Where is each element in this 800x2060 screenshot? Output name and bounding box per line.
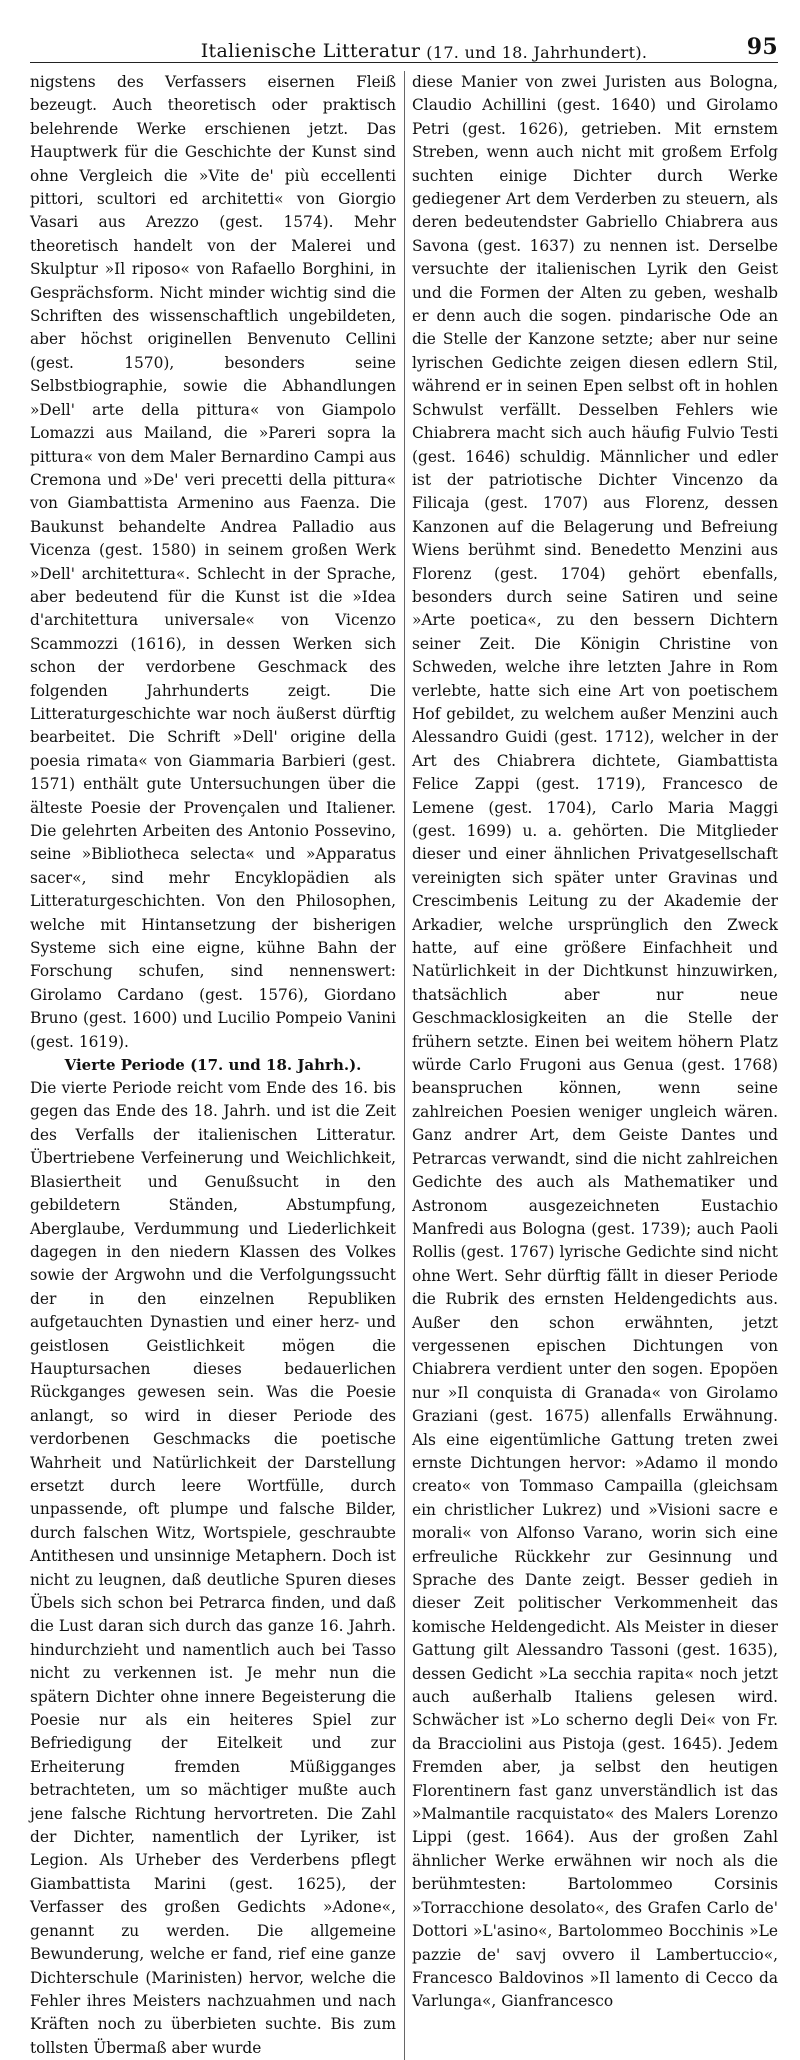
- left-paragraph-1: nigstens des Verfassers eisernen Fleiß bezeugt. Auch theoretisch oder praktisch belehrende Werke erschienen jetzt. Das Hauptwerk für die Geschichte der Kunst sind ohne Vergleich die »Vite de' più eccellenti pittori, scultori ed architetti« von Giorgio Vasari aus Arezzo (gest. 1574). Mehr theoretisch handelt von der Malerei und Skulptur »Il riposo« von Rafaello Borghini, in Gesprächsform. Nicht minder wichtig sind die Schriften des wissenschaftlich ungebildeten, aber höchst originellen Benvenuto Cellini (gest. 1570), besonders seine Selbstbiographie, sowie die Abhandlungen »Dell' arte della pittura« von Giampolo Lomazzi aus Mailand, die »Pareri sopra la pittura« von dem Maler Bernardino Campi aus Cremona und »De' veri precetti della pittura« von Giambattista Armenino aus Faenza. Die Baukunst behandelte Andrea Palladio aus Vicenza (gest. 1580) in seinem großen Werk »Dell' architettura«. Schlecht in der Sprache, aber bedeutend für die Kunst ist die »Idea d'architettura universale« von Vicenzo Scammozzi (1616), in dessen Werken sich schon der verdorbene Geschmack des folgenden Jahrhunderts zeigt. Die Litteraturgeschichte war noch äußerst dürftig bearbeitet. Die Schrift »Dell' origine della poesia rimata« von Giammaria Barbieri (gest. 1571) enthält gute Untersuchungen über die älteste Poesie der Provençalen und Italiener. Die gelehrten Arbeiten des Antonio Possevino, seine »Bibliotheca selecta« und »Apparatus sacer«, sind mehr Encyklopädien als Litteraturgeschichten. Von den Philosophen, welche mit Hintansetzung der bisherigen Systeme sich eine eigne, kühne Bahn der Forschung schufen, sind nennenswert: Girolamo Cardano (gest. 1576), Giordano Bruno (gest. 1600) und Lucilio Pompeio Vanini (gest. 1619).: [30, 73, 396, 1051]
- running-subtitle: (17. und 18. Jahrhundert).: [426, 43, 648, 62]
- left-column: [30, 71, 396, 2060]
- right-paragraph-1: diese Manier von zwei Juristen aus Bologna, Claudio Achillini (gest. 1640) und Girolamo Petri (gest. 1626), getrieben. Mit ernstem Streben, wenn auch nicht mit großem Erfolg suchten einige Dichter durch Werke gediegener Art dem Verderben zu steuern, als deren bedeutendster Gabriello Chiabrera aus Savona (gest. 1637) zu nennen ist. Derselbe versuchte der italienischen Lyrik den Geist und die Formen der Alten zu geben, weshalb er denn auch die sogen. pindarische Ode an die Stelle der Kanzone setzte; aber nur seine lyrischen Gedichte zeigen diesen edlern Stil, während er in seinen Epen selbst oft in hohlen Schwulst verfällt. Desselben Fehlers wie Chiabrera macht sich auch häufig Fulvio Testi (gest. 1646) schuldig. Männlicher und edler ist der patriotische Dichter Vincenzo da Filicaja (gest. 1707) aus Florenz, dessen Kanzonen auf die Belagerung und Befreiung Wiens berühmt sind. Benedetto Menzini aus Florenz (gest. 1704) gehört ebenfalls, besonders durch seine Satiren und seine »Arte poetica«, zu den bessern Dichtern seiner Zeit. Die Königin Christine von Schweden, welche ihre letzten Jahre in Rom verlebte, hatte sich eine Art von poetischem Hof gebildet, zu welchem außer Menzini auch Alessandro Guidi (gest. 1712), welcher in der Art des Chiabrera dichtete, Giambattista Felice Zappi (gest. 1719), Francesco de Lemene (gest. 1704), Carlo Maria Maggi (gest. 1699) u. a. gehörten. Die Mitglieder dieser und einer ähnlichen Privatgesellschaft vereinigten sich später unter Gravinas und Crescimbenis Leitung zu der Akademie der Arkadier, welche ursprünglich den Zweck hatte, auf eine größere Einfachheit und Natürlichkeit in der Dichtkunst hinzuwirken, thatsächlich aber nur neue Geschmacklosigkeiten an die Stelle der frühern setzte. Einen bei weitem höhern Platz würde Carlo Frugoni aus Genua (gest. 1768) beanspruchen können, wenn seine zahlreichen Poesien weniger ungleich wären. Ganz andrer Art, dem Geiste Dantes und Petrarcas verwandt, sind die nicht zahlreichen Gedichte des auch als Mathematiker und Astronom ausgezeichneten Eustachio Manfredi aus Bologna (gest. 1739); auch Paoli Rollis (gest. 1767) lyrische Gedichte sind nicht ohne Wert. Sehr dürftig fällt in dieser Periode die Rubrik des ernsten Heldengedichts aus. Außer den schon erwähnten, jetzt vergessenen epischen Dichtungen von Chiabrera verdient unter den sogen. Epopöen nur »Il conquista di Granada« von Girolamo Graziani (gest. 1675) allenfalls Erwähnung. Als eine eigentümliche Gattung treten zwei ernste Dichtungen hervor: »Adamo il mondo creato« von Tommaso Campailla (gleichsam ein christlicher Lukrez) und »Visioni sacre e morali« von Alfonso Varano, worin sich eine erfreuliche Rückkehr zur Gesinnung und Sprache des Dante zeigt. Besser gedieh in dieser Zeit politischer Verkommenheit das komische Heldengedicht. Als Meister in dieser Gattung gilt Alessandro Tassoni (gest. 1635), dessen Gedicht »La secchia rapita« noch jetzt auch außerhalb Italiens gelesen wird. Schwächer ist »Lo scherno degli Dei« von Fr. da Bracciolini aus Pistoja (gest. 1645). Jedem Fremden aber, ja selbst den heutigen Florentinern fast ganz unverständlich ist das »Malmantile racquistato« des Malers Lorenzo Lippi (gest. 1664). Aus der großen Zahl ähnlicher Werke erwähnen wir noch als die berühmtesten: Bartolommeo Corsinis »Torracchione desolato«, des Grafen Carlo de' Dottori »L'asino«, Bartolommeo Bocchinis »Le pazzie de' savj ovvero il Lambertuccio«, Francesco Baldovinos »Il lamento di Cecco da Varlunga«, Gianfrancesco: [412, 73, 778, 2011]
- text-columns: [30, 71, 778, 2060]
- running-header: [30, 22, 778, 63]
- right-column: [404, 71, 778, 2060]
- page-number: 95: [746, 34, 778, 60]
- section-subheading: Vierte Periode (17. und 18. Jahrh.).: [64, 1056, 362, 1075]
- running-title: Italienische Litteratur: [200, 40, 421, 62]
- left-paragraph-2: Die vierte Periode reicht vom Ende des 16. bis gegen das Ende des 18. Jahrh. und ist die Zeit des Verfalls der italienischen Litteratur. Übertriebene Verfeinerung und Weichlichkeit, Blasiertheit und Genußsucht in den gebildetern Ständen, Abstumpfung, Aberglaube, Verdummung und Liederlichkeit dagegen in den niedern Klassen des Volkes sowie der Argwohn und die Verfolgungssucht der in den einzelnen Republiken aufgetauchten Dynastien und einer herz- und geistlosen Geistlichkeit mögen die Hauptursachen dieses bedauerlichen Rückganges gewesen sein. Was die Poesie anlangt, so wird in dieser Periode des verdorbenen Geschmacks die poetische Wahrheit und Natürlichkeit der Darstellung ersetzt durch leere Wortfülle, durch unpassende, oft plumpe und falsche Bilder, durch falschen Witz, Wortspiele, geschraubte Antithesen und unsinnige Metaphern. Doch ist nicht zu leugnen, daß deutliche Spuren dieses Übels sich schon bei Petrarca finden, und daß die Lust daran sich durch das ganze 16. Jahrh. hindurchzieht und namentlich auch bei Tasso nicht zu verkennen ist. Je mehr nun die spätern Dichter ohne innere Begeisterung die Poesie nur als ein heiteres Spiel zur Befriedigung der Eitelkeit und zur Erheiterung fremden Müßigganges betrachteten, um so mächtiger mußte auch jene falsche Richtung hervortreten. Die Zahl der Dichter, namentlich der Lyriker, ist Legion. Als Urheber des Verderbens pflegt Giambattista Marini (gest. 1625), der Verfasser des großen Gedichts »Adone«, genannt zu werden. Die allgemeine Bewunderung, welche er fand, rief eine ganze Dichterschule (Marinisten) hervor, welche die Fehler ihres Meisters nachzuahmen und nach Kräften noch zu überbieten suchte. Bis zum tollsten Übermaß aber wurde: [30, 1079, 396, 2057]
